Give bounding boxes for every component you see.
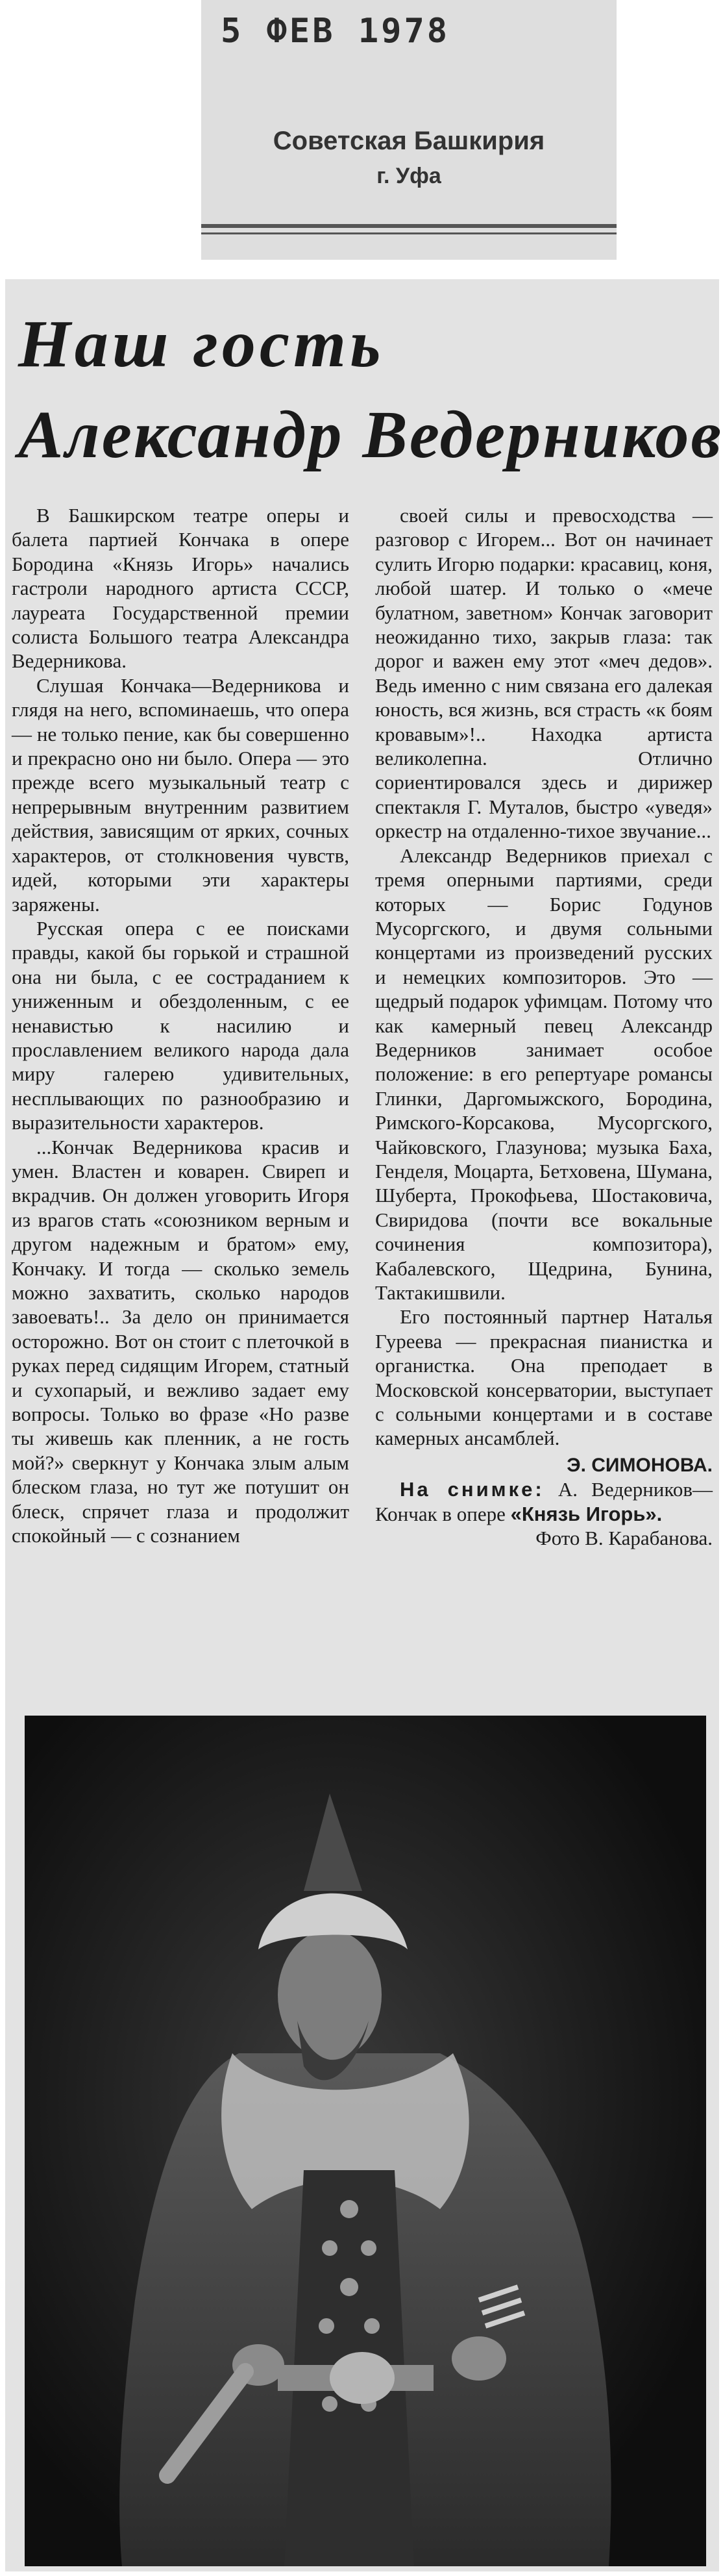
article-paragraph: Александр Ведерников приехал с тремя оперными партиями, среди которых — Борис Годунов Мусоргского, и двумя сольными концертами из произведений русских и немецких композиторов. Это — щедрый подарок уфимцам. Потому что как камерный певец Александр Ведерников занимает особое положение: в его репертуаре романсы Глинки, Даргомыжского, Бородина, Римского-Корсакова, Мусоргского, Чайковского, Глазунова; музыка Баха, Генделя, Моцарта, Бетховена, Шумана, Шуберта, Прокофьева, Шостаковича, Свиридова (почти все вокальные сочинения композитора), Кабалевского, Щедрина, Бунина, Тактакишвили. [375,844,713,1304]
newspaper-city: г. Уфа [376,164,441,188]
newspaper-masthead [201,0,617,260]
newspaper-name: Советская Башкирия [273,127,545,155]
photo-caption [375,1477,713,1526]
photo-illustration [25,1716,706,2566]
article-paragraph: В Башкирском театре оперы и балета партией Кончака в опере Бородина «Князь Игорь» начались гастроли народного артиста СССР, лауреата Государственной премии солиста Большого театра Александра Ведерникова. [12,504,349,673]
article-paragraph: ...Кончак Ведерникова красив и умен. Властен и коварен. Свиреп и вкрадчив. Он должен уговорить Игоря из врагов стать «союзником верным и другом надежным и братом» ему, Кончаку. И тогда — сколько земель можно захватить, сколько народов завоевать!.. За дело он принимается осторожно. Вот он стоит с плеточкой в руках перед сидящим Игорем, статный и сухопарый, и вежливо задает ему вопросы. Только во фразе «Но разве ты живешь как пленник, а не гость мой?» сверкнут у Кончака злым алым блеском глаза, но тут же потушит он блеск, спрячет глаза и продолжит спокойный — с сознанием [12,1135,349,1547]
caption-opera-title: «Князь Игорь». [510,1502,663,1525]
article-column-left [12,503,349,1547]
right-hand [452,2336,506,2381]
belt-buckle [330,2352,395,2404]
masthead-rule-thin [201,232,617,234]
article-paragraph: Его постоянный партнер Наталья Гуреева — прекрасная пианистка и органистка. Она преподает в Московской консерватории, выступает с сольными концертами и в составе камерных ансамблей. [375,1305,713,1450]
masthead-rule [201,224,617,228]
article-paragraph: Русская опера с ее поисками правды, какой бы горькой и страшной она ни была, с ее состраданием к униженным и обездоленным, с ее ненавистью к насилию и прославлением великого народа дала миру галерею удивительных, несплывающих по разнообразию и выразительности характеров. [12,916,349,1134]
article-paragraph: своей силы и превосходства — разговор с Игорем... Вот он начинает сулить Игорю подарки: красавиц, коня, любой шатер. И только о «мече булатном, заветном» Кончак заговорит неожиданно тихо, закрыв глаза: так дорог и важен ему этот «меч дедов». Ведь именно с ним связана его далекая юность, вся жизнь, вся страсть «к боям кровавым»!.. Находка артиста великолепна. Отлично сориентировался здесь и дирижер спектакля Г. Муталов, быстро «уведя» оркестр на отдаленно-тихое звучание... [375,504,713,843]
caption-text: А. Ведерников—Кончак в опере [375,1478,713,1525]
caption-lead: На снимке: [400,1478,545,1501]
article-column-right [375,503,713,1550]
article-paragraph: Слушая Кончака—Ведерникова и глядя на него, вспоминаешь, что опера — не только пение, как бы совершенно и прекрасно оно ни было. Опера — это прежде всего музыкальный театр с непрерывным внутренним развитием действия, зависящим от ярких, сочных характеров, от столкновения чувств, идей, которыми эти характеры заряжены. [12,673,349,916]
date-stamp: 5 ФЕВ 1978 [221,12,450,51]
article-clipping [5,279,723,2571]
headline-line-1: Наш гость [18,306,385,381]
author-signature: Э. СИМОНОВА. [567,1454,713,1476]
photo-credit: Фото В. Карабанова. [535,1527,713,1550]
stage-photo [25,1716,706,2566]
headline-line-2: Александр Ведерников [18,397,723,472]
figure-face [278,1930,382,2060]
